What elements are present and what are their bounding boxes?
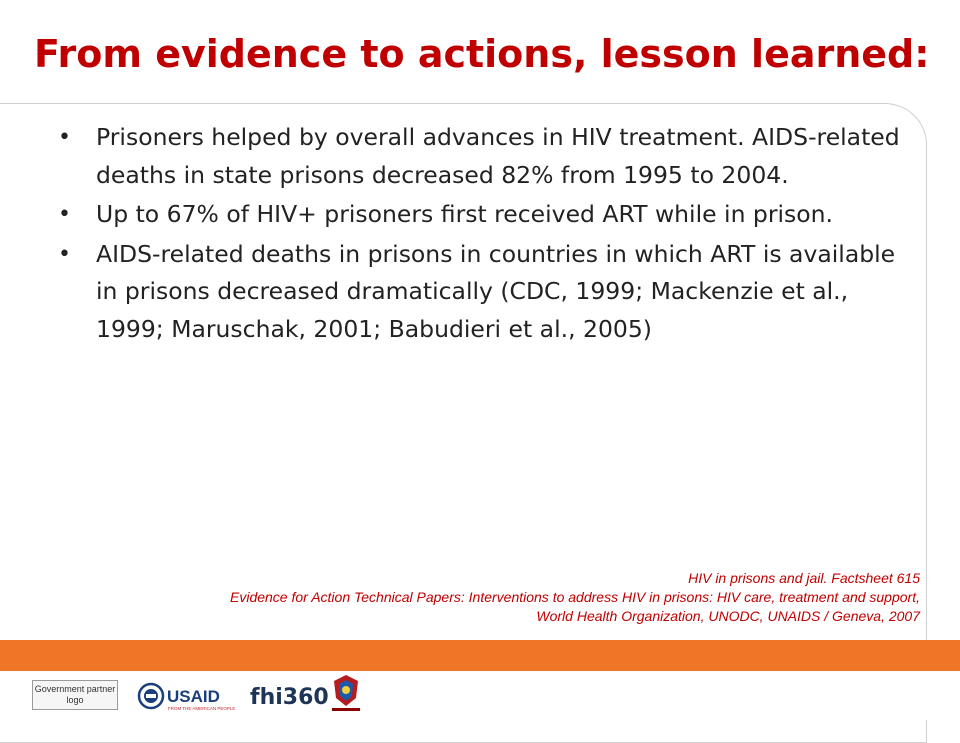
bullet-dot: • <box>58 202 71 227</box>
bullet-text: Up to 67% of HIV+ prisoners first received ART while in prison. <box>96 200 834 228</box>
bullet-item <box>58 236 908 349</box>
usaid-wordmark: USAID <box>167 687 220 706</box>
slide-title: From evidence to actions, lesson learned: <box>34 32 930 76</box>
bullet-text: Prisoners helped by overall advances in HIV treatment. AIDS-related deaths in state prisons decreased 82% from 1995 to 2004. <box>96 123 900 189</box>
usaid-logo <box>137 677 236 715</box>
bullet-dot: • <box>58 241 71 267</box>
bullet-item <box>58 119 908 194</box>
reference-line: World Health Organization, UNODC, UNAIDS / Geneva, 2007 <box>536 608 920 624</box>
reference-line: Evidence for Action Technical Papers: Interventions to address HIV in prisons: HIV care, treatment and support, <box>230 589 920 605</box>
bullet-text: AIDS-related deaths in prisons in countries in which ART is available in prisons decreased dramatically (CDC, 1999; Mackenzie et al., 1999; Maruschak, 2001; Babudieri et al., 2005) <box>96 239 896 343</box>
government-partner-logo: Government partner logo <box>32 680 118 710</box>
reference-line: HIV in prisons and jail. Factsheet 615 <box>688 570 920 586</box>
orange-footer-band <box>0 640 960 671</box>
bullet-dot: • <box>58 125 71 150</box>
partner-emblem-logo <box>326 672 366 714</box>
bullet-item <box>58 196 908 234</box>
bullet-list <box>58 119 908 350</box>
references <box>40 569 920 626</box>
fhi360-logo <box>248 678 329 714</box>
usaid-tagline: FROM THE AMERICAN PEOPLE <box>168 706 236 711</box>
fhi360-wordmark: fhi360 <box>250 685 329 710</box>
